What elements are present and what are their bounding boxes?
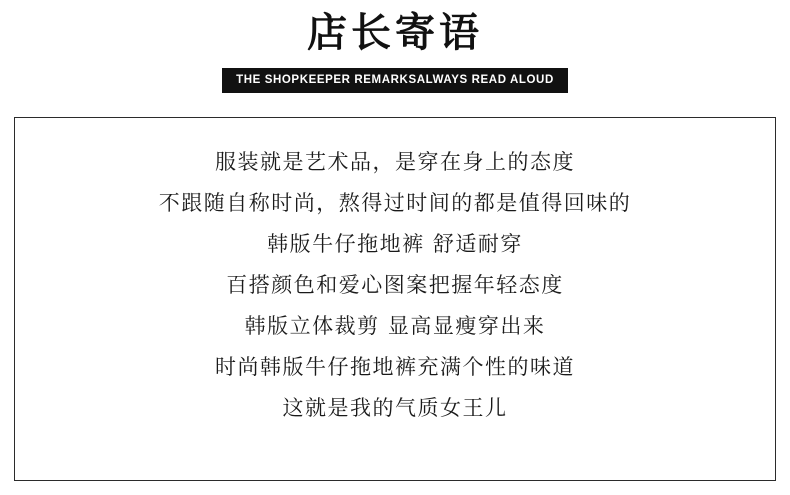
message-box [14,117,776,481]
message-line: 韩版牛仔拖地裤 舒适耐穿 [267,232,523,256]
message-line: 这就是我的气质女王儿 [282,396,508,420]
message-line: 时尚韩版牛仔拖地裤充满个性的味道 [215,355,575,379]
page-title: 店长寄语 [307,10,483,56]
subtitle-badge: THE SHOPKEEPER REMARKSALWAYS READ ALOUD [222,68,568,93]
message-line: 不跟随自称时尚，熬得过时间的都是值得回味的 [158,191,632,215]
message-line: 百搭颜色和爱心图案把握年轻态度 [226,273,564,297]
subtitle-container [0,68,790,93]
message-line: 服装就是艺术品，是穿在身上的态度 [215,150,575,174]
message-line: 韩版立体裁剪 显高显瘦穿出来 [244,314,546,338]
header [0,0,790,93]
